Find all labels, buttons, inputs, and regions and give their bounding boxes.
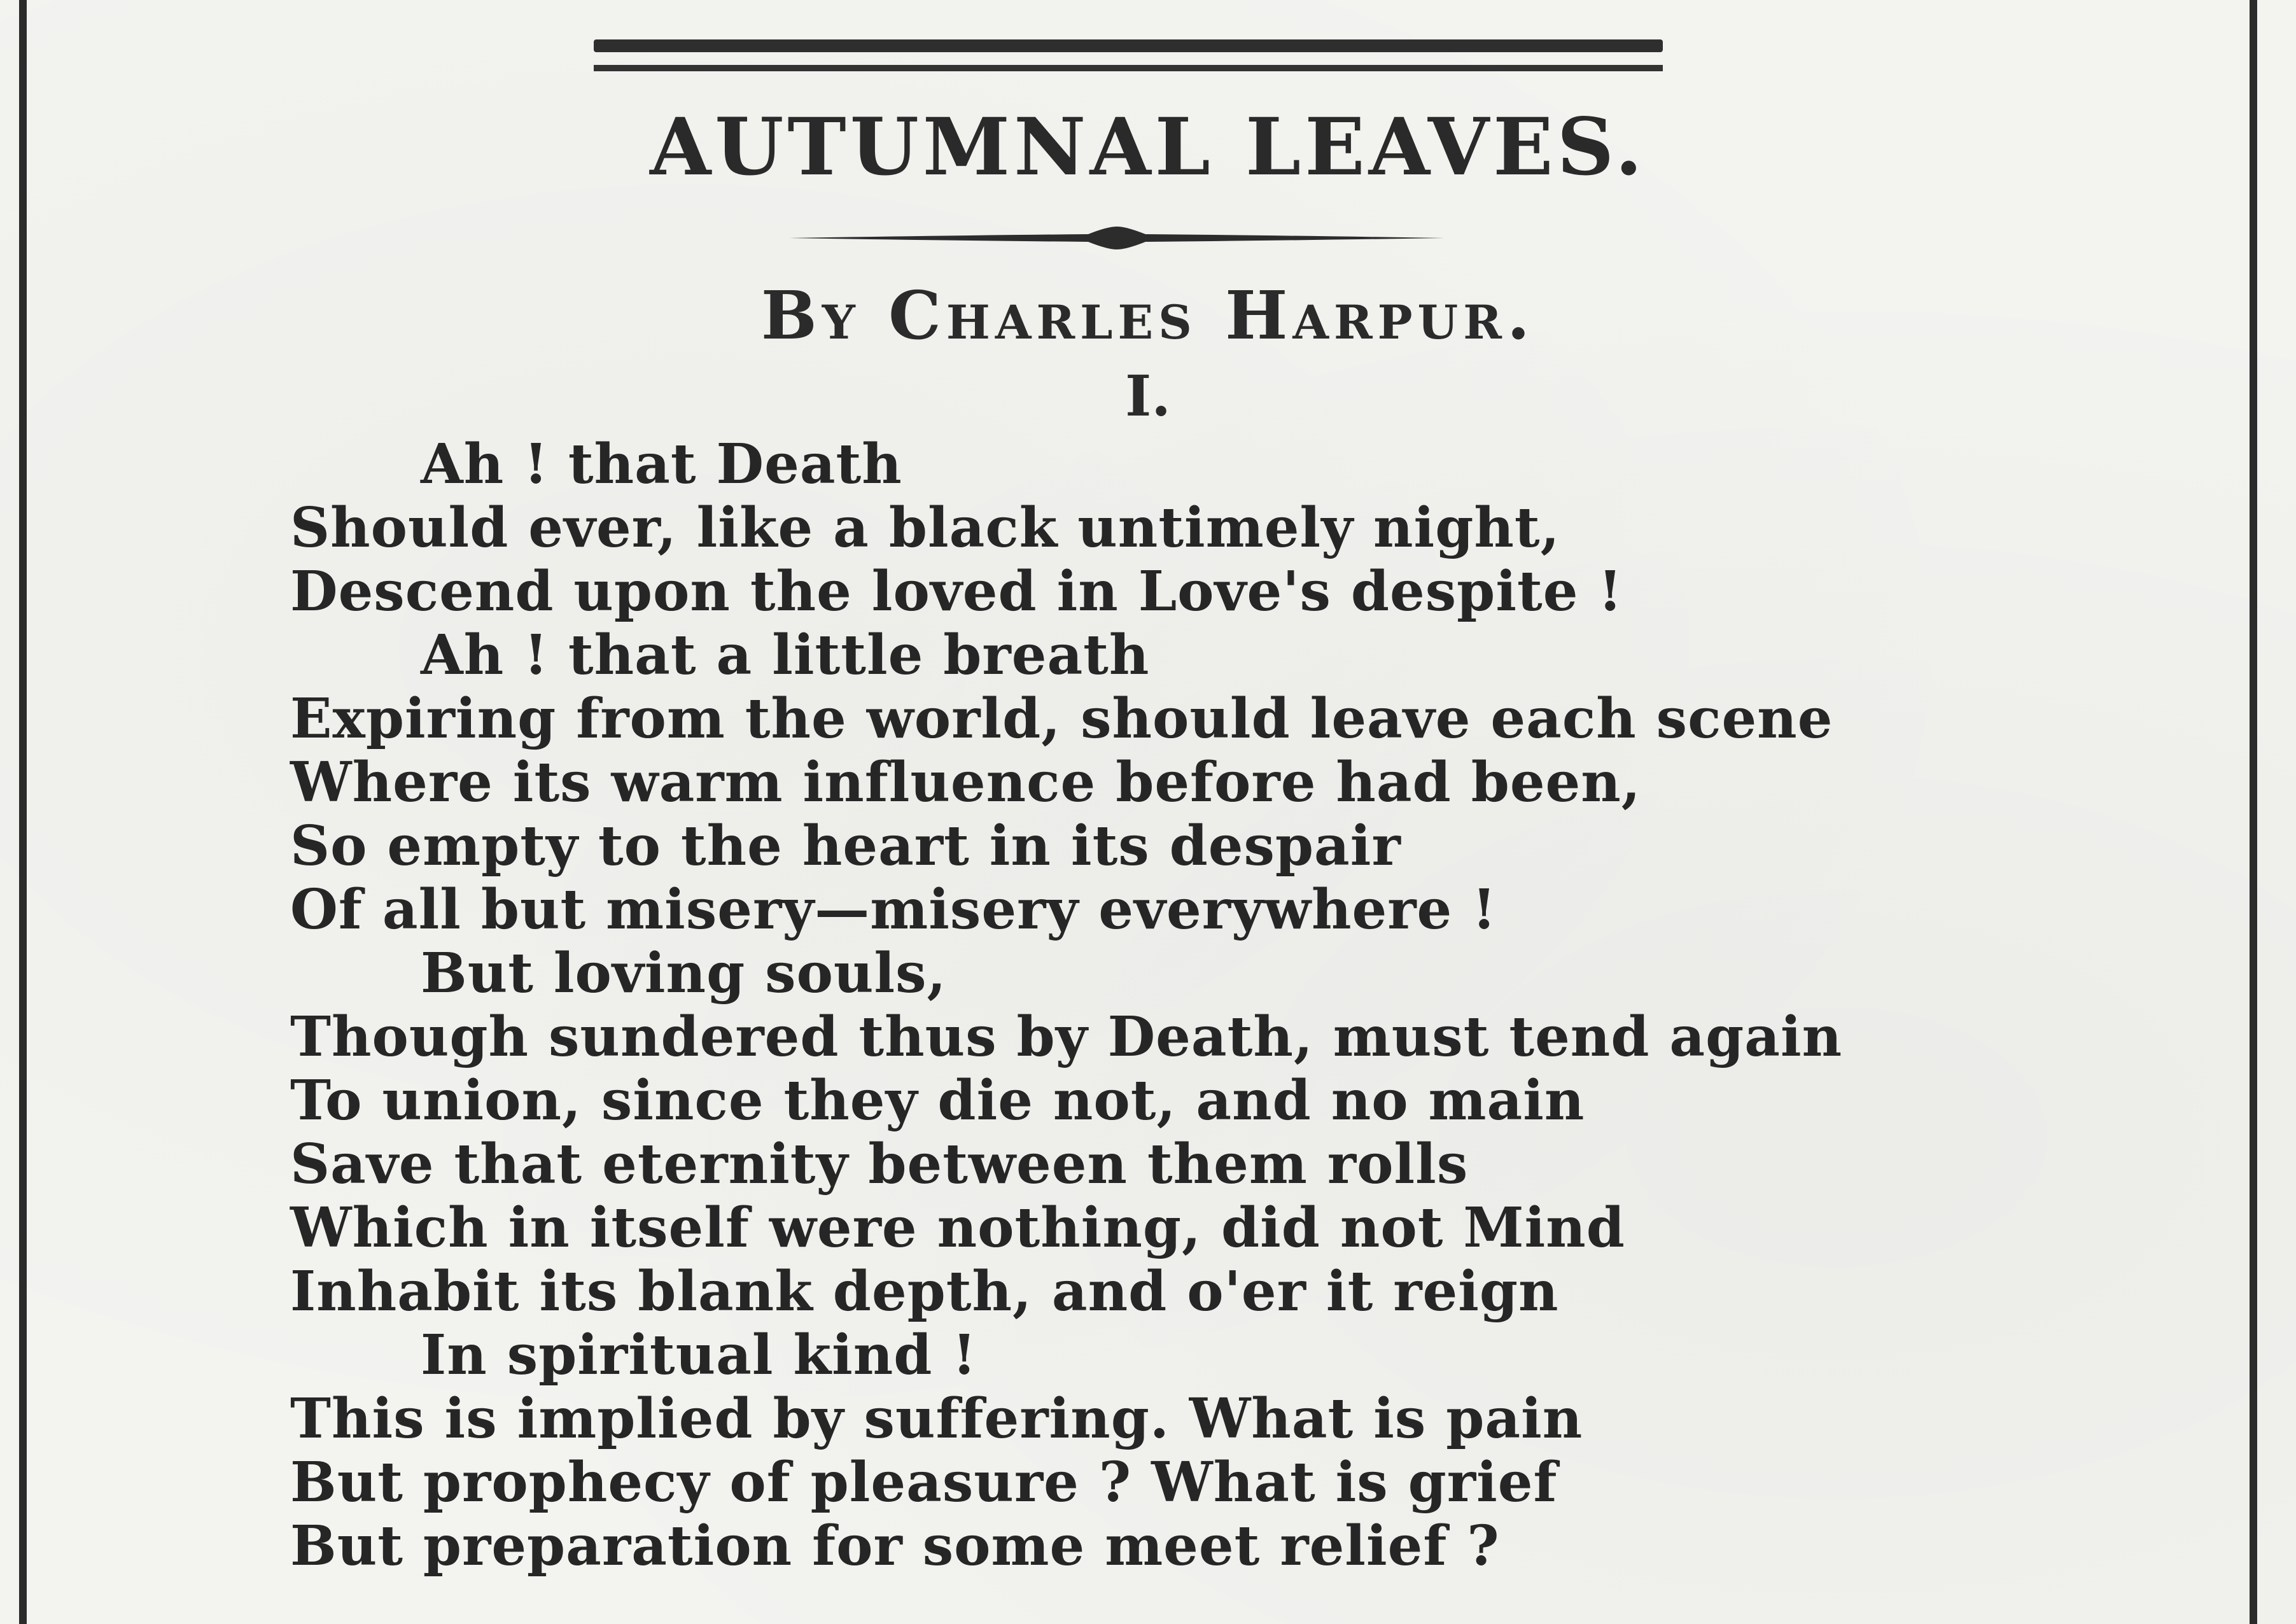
poem-line: This is implied by suffering. What is pain (290, 1387, 1583, 1451)
ornamental-divider (789, 225, 1445, 251)
left-column-rule (19, 0, 27, 1624)
poem-line: Of all but misery—misery everywhere ! (290, 878, 1497, 942)
poem-line: So empty to the heart in its despair (290, 814, 1401, 878)
poem-line: Which in itself were nothing, did not Mind (290, 1196, 1625, 1260)
author-byline: By Charles Harpur. (760, 276, 1536, 354)
poem-line: Where its warm influence before had been, (290, 750, 1641, 815)
poem-line: Descend upon the loved in Love's despite ! (290, 559, 1623, 624)
section-number: I. (1125, 363, 1171, 429)
top-thin-rule (594, 65, 1663, 71)
poem-line: In spiritual kind ! (421, 1323, 977, 1387)
poem-body (290, 433, 2199, 1578)
poem-line: Ah ! that Death (421, 432, 902, 496)
poem-title: AUTUMNAL LEAVES. (650, 101, 1646, 193)
poem-line: Should ever, like a black untimely night, (290, 496, 1560, 560)
poem-line: Ah ! that a little breath (421, 623, 1150, 687)
poem-line: Save that eternity between them rolls (290, 1132, 1469, 1196)
poem-line: To union, since they die not, and no main (290, 1068, 1585, 1133)
poem-line: But prophecy of pleasure ? What is grief (290, 1450, 1558, 1515)
poem-line: Though sundered thus by Death, must tend again (290, 1005, 1843, 1069)
poem-line: Expiring from the world, should leave each scene (290, 687, 1833, 751)
poem-line: Inhabit its blank depth, and o'er it reign (290, 1259, 1559, 1324)
poem-line: But loving souls, (421, 941, 947, 1005)
poem-line: But preparation for some meet relief ? (290, 1514, 1500, 1578)
right-column-rule (2250, 0, 2257, 1624)
top-thick-rule (594, 39, 1663, 52)
